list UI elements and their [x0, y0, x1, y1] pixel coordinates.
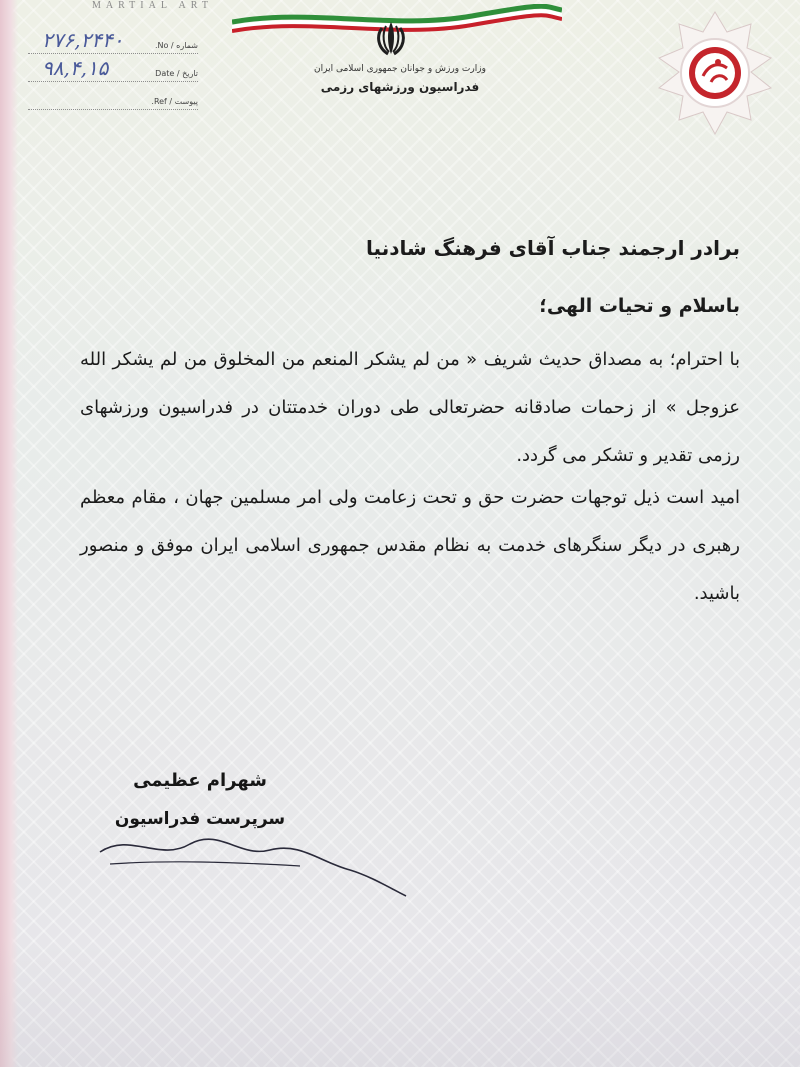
- signatory-title: سرپرست فدراسیون: [114, 809, 286, 829]
- number-field: [28, 26, 198, 54]
- paragraph-appreciation: با احترام؛ به مصداق حدیث شریف « من لم یشکر المنعم من المخلوق من لم یشکر الله عزوجل » از زحمات صادقانه حضرتعالی طی دوران خدمتتان در فدراسیون ورزشهای رزمی تقدیر و تشکر می گردد.: [80, 349, 740, 466]
- number-value: ۲۷۶,۲۴۴۰: [42, 28, 124, 52]
- letter-body: [80, 232, 740, 618]
- national-emblem-icon: [368, 18, 414, 60]
- paragraph-wishes: امید است ذیل توجهات حضرت حق و تحت زعامت ولی امر مسلمین جهان ، مقام معظم رهبری در دیگر سنگرهای خدمت به نظام مقدس جمهوری اسلامی ایران موفق و منصور باشید.: [80, 487, 740, 604]
- brand-watermark-text: MARTIAL ART: [92, 0, 213, 11]
- federation-logo-icon: [655, 10, 775, 140]
- ministry-name: وزارت ورزش و جوانان جمهوری اسلامی ایران: [314, 64, 486, 74]
- greeting-line: باسلام و تحیات الهی؛: [539, 295, 740, 317]
- page-edge-strip: [0, 0, 18, 1067]
- attachment-field: [28, 82, 198, 110]
- federation-name: فدراسیون ورزشهای رزمی: [320, 80, 480, 94]
- number-label: شماره / No.: [154, 41, 198, 50]
- handwritten-signature-stroke: [70, 792, 410, 902]
- photo-shadow: [0, 940, 800, 1067]
- salutation-line: برادر ارجمند جناب آقای فرهنگ شادنیا: [366, 236, 740, 260]
- reference-fields: [28, 26, 198, 110]
- date-label: تاریخ / Date: [155, 69, 198, 78]
- attachment-label: پیوست / Ref.: [151, 97, 198, 106]
- date-value: ۹۸,۴,۱۵: [42, 56, 109, 80]
- date-field: [28, 54, 198, 82]
- signatory-name: شهرام عظیمی: [133, 770, 267, 791]
